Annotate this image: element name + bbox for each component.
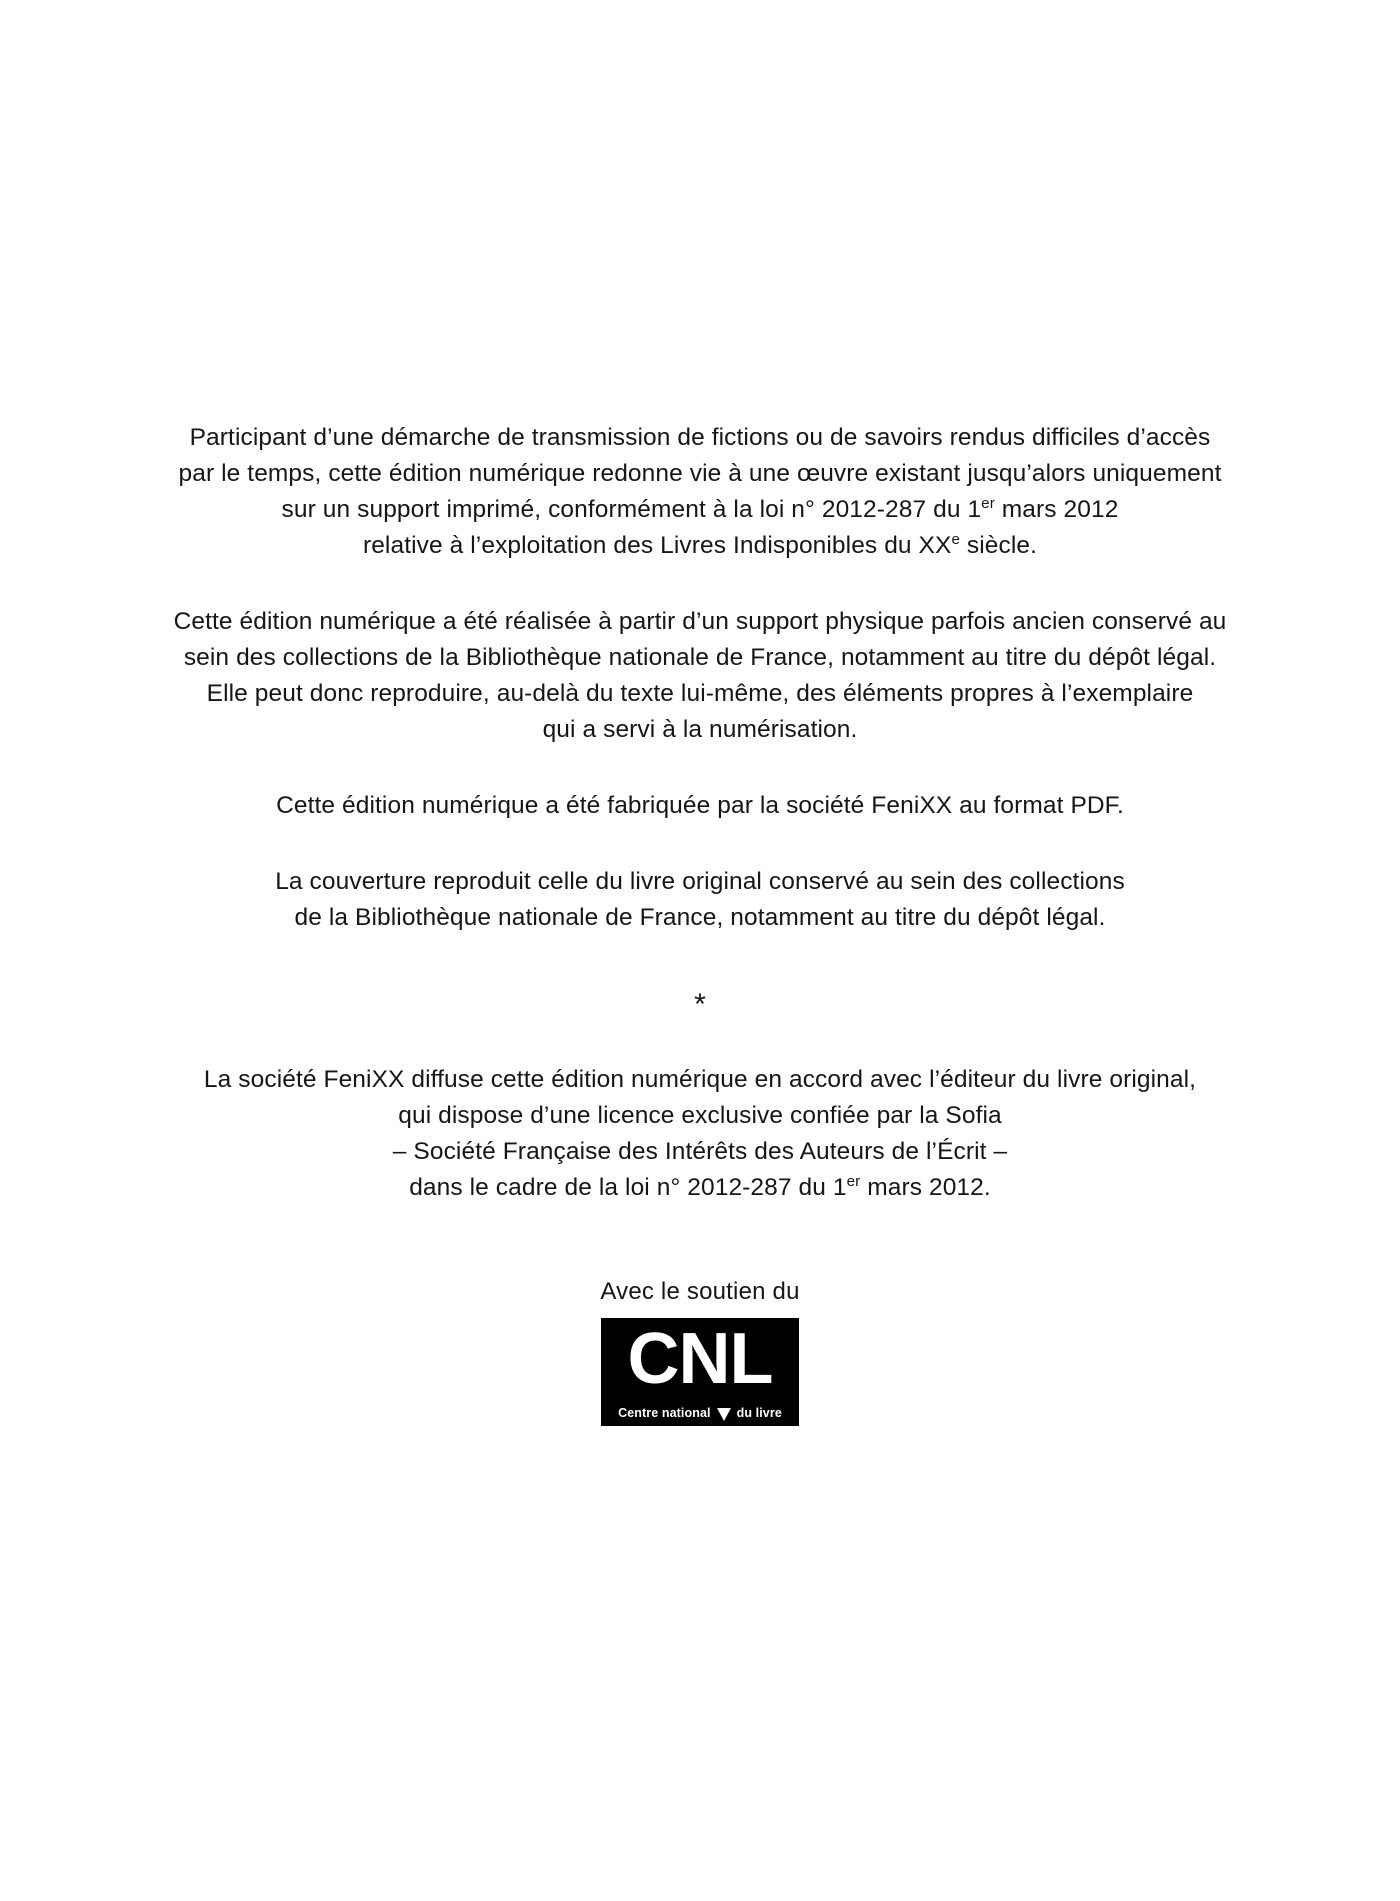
support-block: [0, 1278, 1400, 1431]
paragraph-source-line-2: sein des collections de la Bibliothèque nationale de France, notamment au titre du dépôt légal.: [183, 644, 1217, 671]
paragraph-fabrication-line-1: Cette édition numérique a été fabriquée par la société FeniXX au format PDF.: [276, 792, 1124, 819]
ordinal-e: e: [951, 530, 960, 548]
paragraph-couverture-line-2: de la Bibliothèque nationale de France, notamment au titre du dépôt légal.: [294, 904, 1106, 931]
paragraph-source-line-4: qui a servi à la numérisation.: [542, 716, 858, 743]
paragraph-couverture: [120, 864, 1280, 936]
paragraph-intro-line-4: relative à l’exploitation des Livres Indisponibles du XXe siècle.: [362, 530, 1038, 559]
paragraph-diffusion: [120, 1062, 1280, 1206]
cnl-logo: [601, 1318, 799, 1426]
paragraph-diffusion-line-3: – Société Française des Intérêts des Auteurs de l’Écrit –: [392, 1138, 1008, 1165]
cnl-logo-letters: CNL: [627, 1319, 773, 1399]
cnl-subtitle-right: du livre: [736, 1406, 782, 1420]
support-caption: Avec le soutien du: [600, 1278, 800, 1305]
paragraph-source-line-1: Cette édition numérique a été réalisée à partir d’un support physique parfois ancien conservé au: [173, 608, 1227, 635]
paragraph-source-line-3: Elle peut donc reproduire, au-delà du texte lui-même, des éléments propres à l’exemplaire: [206, 680, 1194, 707]
paragraph-couverture-line-1: La couverture reproduit celle du livre original conservé au sein des collections: [275, 868, 1125, 895]
ordinal-er: er: [981, 494, 995, 512]
asterisk-separator: *: [694, 988, 706, 1021]
paragraph-fabrication: [120, 788, 1280, 824]
paragraph-intro-line-1: Participant d’une démarche de transmission de fictions ou de savoirs rendus difficiles d’accès: [189, 424, 1211, 451]
cnl-logo-subtitle: [601, 1406, 799, 1420]
paragraph-source: [120, 604, 1280, 748]
paragraph-diffusion-line-4: dans le cadre de la loi n° 2012-287 du 1er mars 2012.: [409, 1172, 991, 1201]
ordinal-er-2: er: [846, 1172, 861, 1190]
paragraph-intro-line-2: par le temps, cette édition numérique redonne vie à une œuvre existant jusqu’alors uniquement: [178, 460, 1222, 487]
cnl-subtitle-left: Centre national: [618, 1406, 711, 1420]
legal-notice-content: [0, 420, 1400, 1431]
paragraph-intro: [120, 420, 1280, 564]
paragraph-diffusion-line-1: La société FeniXX diffuse cette édition numérique en accord avec l’éditeur du livre original,: [203, 1066, 1197, 1093]
paragraph-diffusion-line-2: qui dispose d’une licence exclusive confiée par la Sofia: [398, 1102, 1002, 1129]
paragraph-intro-line-3: sur un support imprimé, conformément à la loi n° 2012-287 du 1er mars 2012: [281, 494, 1119, 523]
triangle-icon: [717, 1408, 731, 1421]
